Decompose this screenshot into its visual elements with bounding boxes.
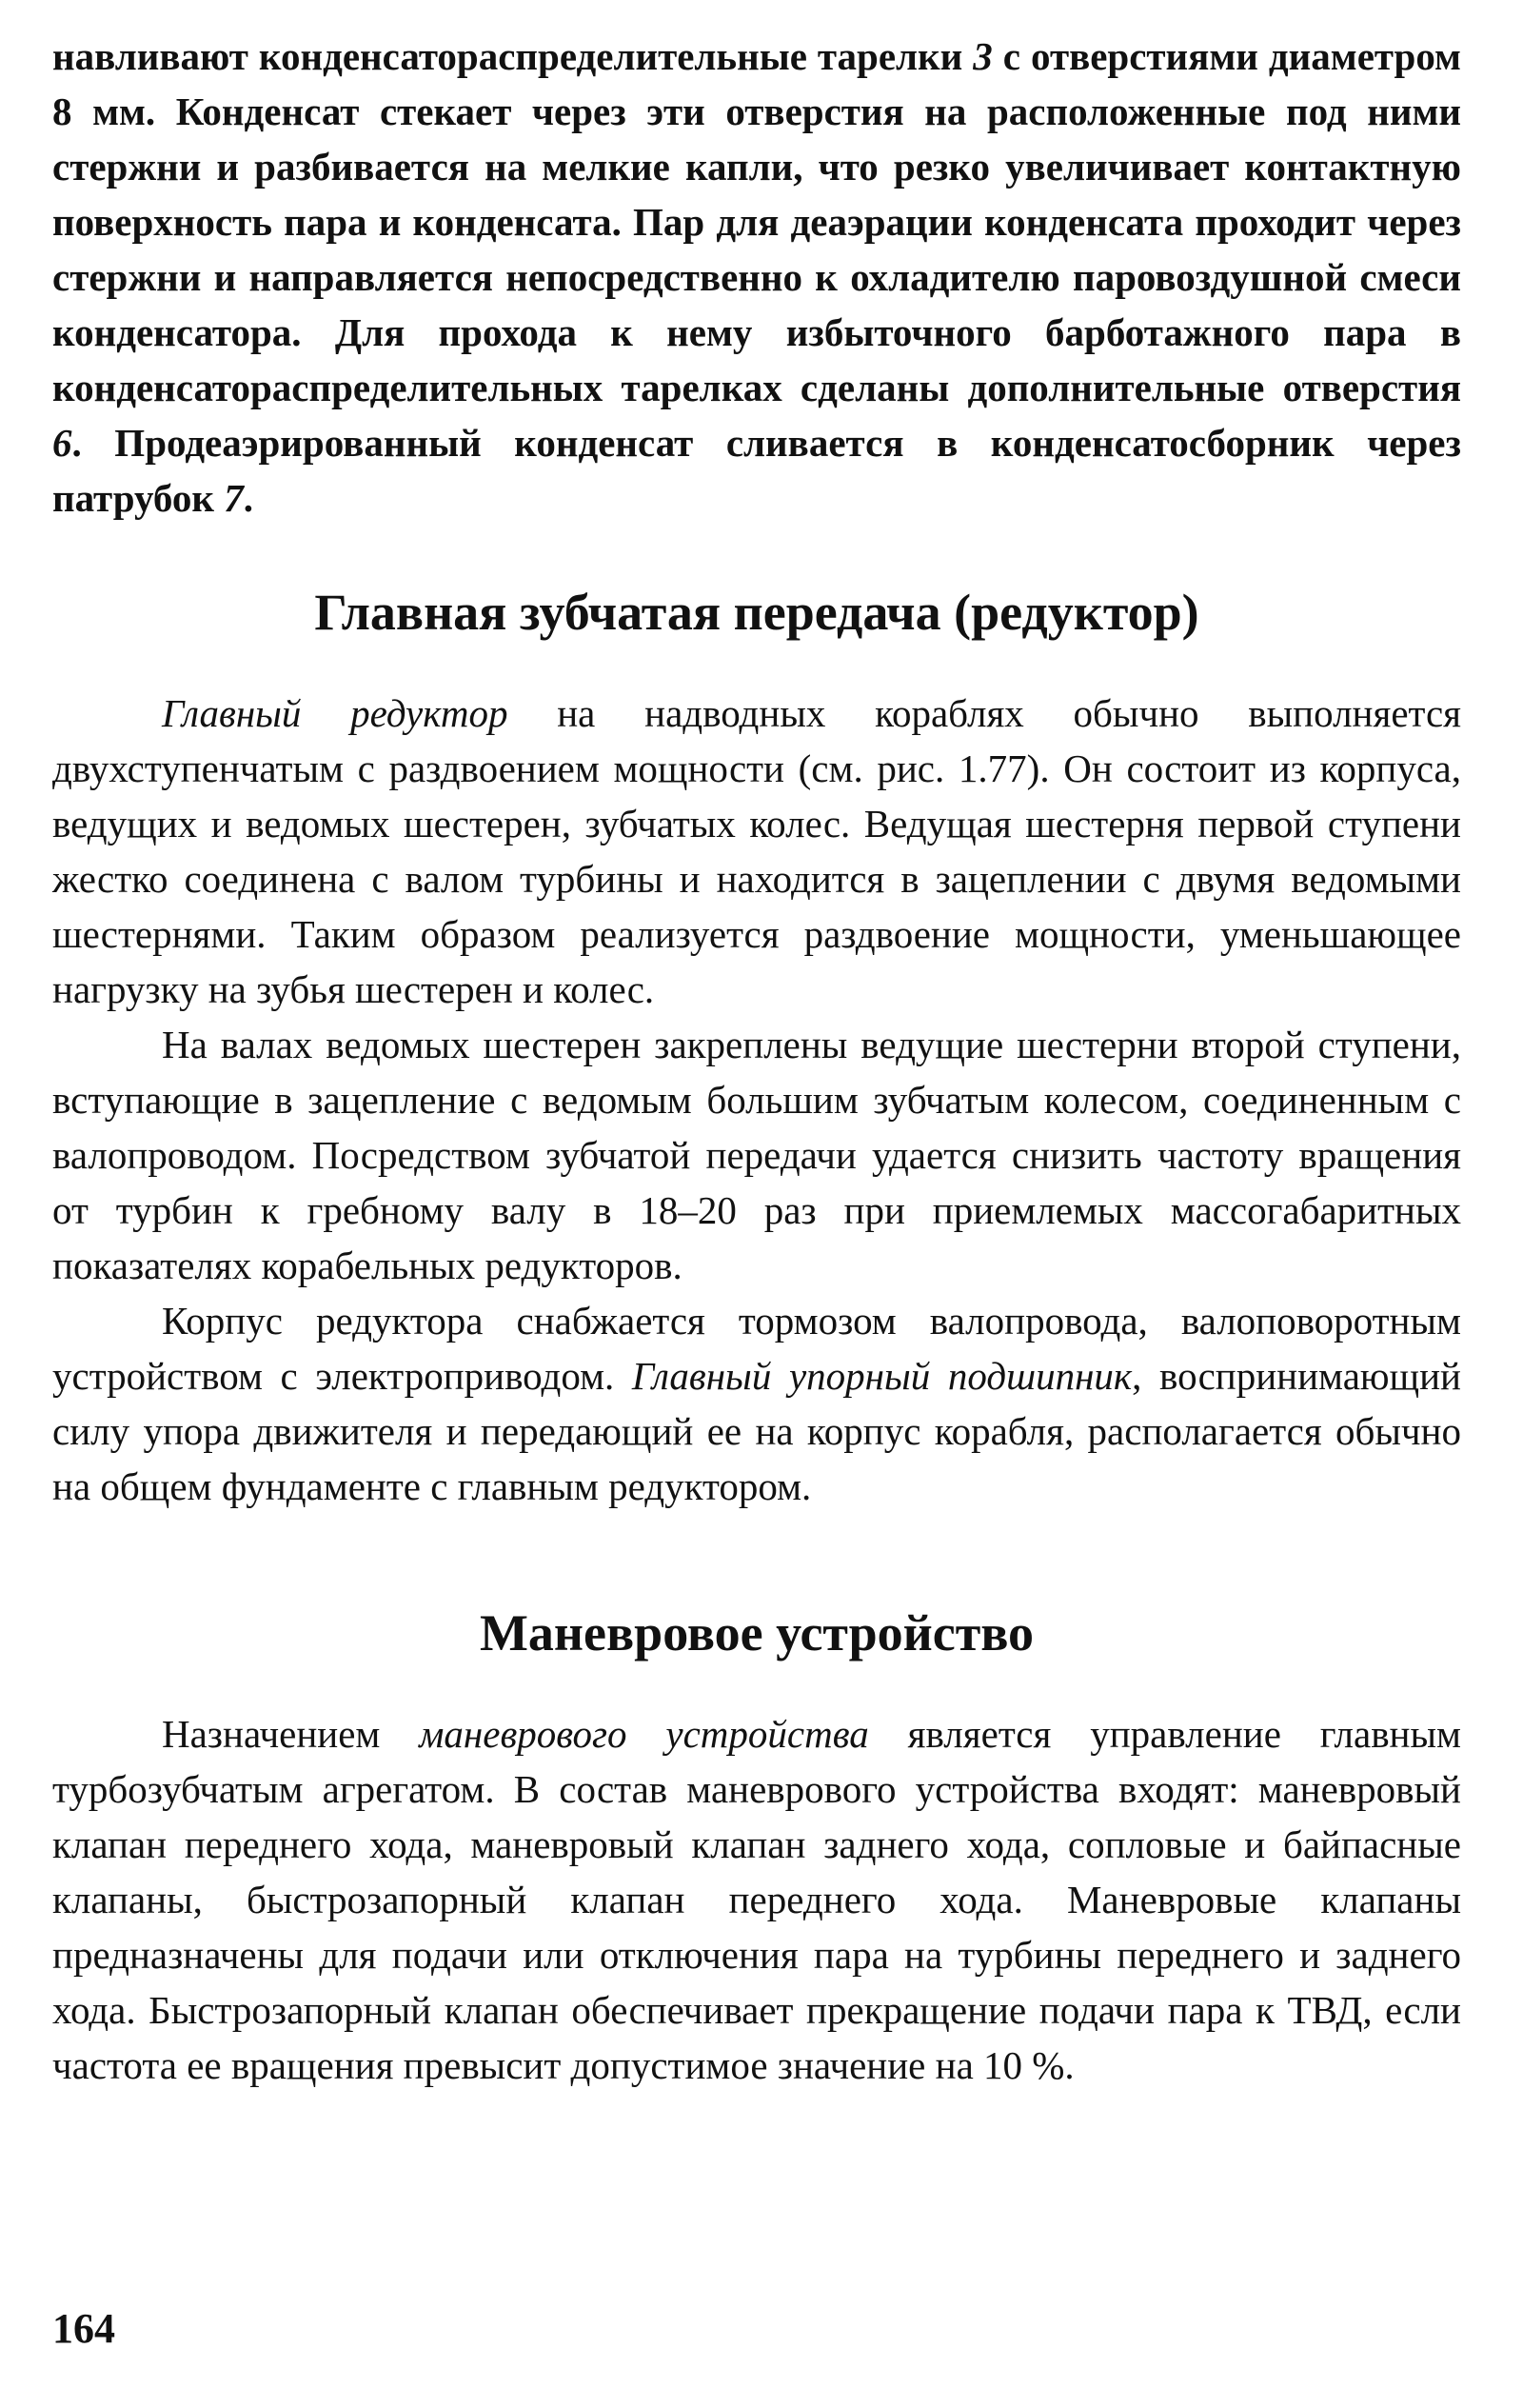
paragraph-text: На валах ведомых шестерен закреплены ведущие шестерни второй ступени, вступающие в зацепление с ведомым большим зубчатым колесом, соединенным с валопроводом. Посредством зубчатой передачи удается снизить частоту вращения от турбин к гребному валу в 18–20 раз при приемлемых массогабаритных показателях корабельных редукторов.: [52, 1023, 1461, 1287]
paragraph-text: , воспринимающий силу упора движителя и передающий ее на корпус корабля, располагается обычно на общем фундаменте с главным редуктором.: [52, 1354, 1461, 1508]
section-heading-maneuvering-device: Маневровое устройство: [479, 1604, 1035, 1662]
section-heading-main-gear: Главная зубчатая передача (редуктор): [314, 584, 1199, 641]
reference-number: 7: [224, 476, 244, 520]
paragraph-text: с отверстиями диаметром 8 мм. Конденсат стекает через эти отверстия на расположенные под ними стержни и разбивается на мелкие капли, что резко увеличивает контактную поверхность пара и конденсата. Пар для деаэрации конденсата проходит через стержни и направляется непосредственно к охладителю паровоздушной смеси конденсатора. Для прохода к нему избыточного барботажного пара в конденсатораспределительных тарелках сделаны дополнительные отверстия: [52, 34, 1461, 409]
paragraph-text: Назначением: [162, 1712, 420, 1756]
paragraph-condensate-distribution: [52, 29, 1461, 526]
paragraph-maneuvering-device: [52, 1706, 1461, 2093]
paragraph-text: на надводных кораблях обычно выполняется двухступенчатым с раздвоением мощности (см. рис. 1.77). Он состоит из корпуса, ведущих и ведомых шестерен, зубчатых колес. Ведущая шестерня первой ступени жестко соединена с валом турбины и находится в зацеплении с двумя ведомыми шестернями. Таким образом реализуется раздвоение мощности, уменьшающее нагрузку на зубья шестерен и колес.: [52, 691, 1461, 1011]
paragraph-driven-gears: [52, 1017, 1461, 1293]
paragraph-text: навливают конденсатораспределительные тарелки: [52, 34, 974, 78]
reference-number: 3: [973, 34, 993, 78]
term-italic: маневрового устройства: [419, 1712, 869, 1756]
paragraph-text: Корпус редуктора снабжается тормозом валопровода, валоповоротным устройством с электроприводом.: [52, 1299, 1461, 1398]
term-italic: Главный редуктор: [162, 691, 508, 735]
paragraph-main-reducer: [52, 686, 1461, 1017]
paragraph-text: является управление главным турбозубчатым агрегатом. В состав маневрового устройства входят: маневровый клапан переднего хода, маневровый клапан заднего хода, сопловые и байпасные клапаны, быстрозапорный клапан переднего хода. Маневровые клапаны предназначены для подачи или отключения пара на турбины переднего и заднего хода. Быстрозапорный клапан обеспечивает прекращение подачи пара к ТВД, если частота ее вращения превысит допустимое значение на 10 %.: [52, 1712, 1461, 2087]
term-italic: Главный упорный подшипник: [631, 1354, 1133, 1398]
paragraph-text: . Продеаэрированный конденсат сливается в конденсатосборник через патрубок: [52, 421, 1461, 520]
page-number: 164: [52, 2305, 115, 2352]
paragraph-reducer-housing: [52, 1293, 1461, 1514]
paragraph-text: .: [243, 476, 254, 520]
book-page: [52, 29, 1461, 2093]
reference-number: 6: [52, 421, 72, 465]
